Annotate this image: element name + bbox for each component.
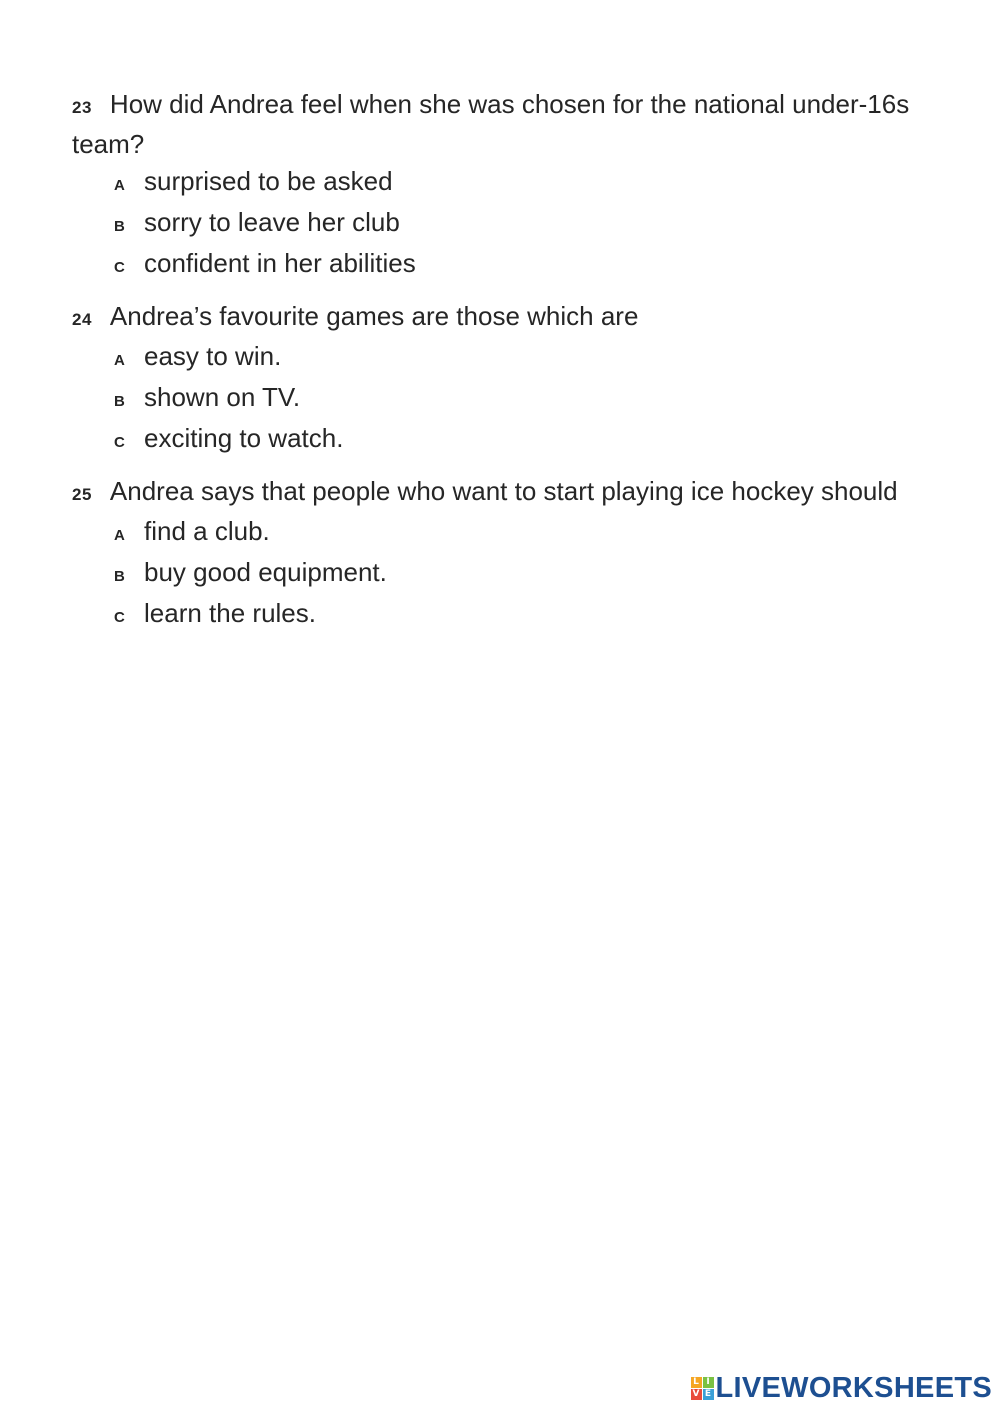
option-text: easy to win. xyxy=(144,341,282,371)
question-25 xyxy=(72,473,942,636)
option-c[interactable] xyxy=(114,595,942,636)
option-text: confident in her abilities xyxy=(144,248,416,278)
question-stem xyxy=(72,473,942,513)
question-stem xyxy=(72,298,942,338)
option-letter: B xyxy=(114,393,125,410)
logo-mark-letter: E xyxy=(703,1389,714,1400)
option-b[interactable] xyxy=(114,379,942,420)
option-c[interactable] xyxy=(114,420,942,461)
question-23 xyxy=(72,86,942,286)
option-c[interactable] xyxy=(114,245,942,286)
question-text: Andrea says that people who want to start playing ice hockey should xyxy=(109,476,898,506)
liveworksheets-logo xyxy=(691,1372,993,1405)
logo-mark-letter: V xyxy=(691,1389,702,1400)
option-text: buy good equipment. xyxy=(144,557,387,587)
option-a[interactable] xyxy=(114,163,942,204)
question-number: 24 xyxy=(72,310,92,329)
option-letter: A xyxy=(114,527,125,544)
option-a[interactable] xyxy=(114,513,942,554)
option-letter: C xyxy=(114,259,125,276)
option-text: surprised to be asked xyxy=(144,166,393,196)
logo-text: LIVEWORKSHEETS xyxy=(715,1372,992,1404)
option-a[interactable] xyxy=(114,338,942,379)
option-letter: B xyxy=(114,568,125,585)
question-24 xyxy=(72,298,942,461)
option-text: sorry to leave her club xyxy=(144,207,400,237)
answer-options xyxy=(72,338,942,461)
option-text: learn the rules. xyxy=(144,598,316,628)
logo-mark-letter: I xyxy=(703,1377,714,1388)
question-text: How did Andrea feel when she was chosen for the national under-16s team? xyxy=(72,89,910,159)
option-b[interactable] xyxy=(114,554,942,595)
option-text: shown on TV. xyxy=(144,382,301,412)
question-text: Andrea’s favourite games are those which are xyxy=(109,301,639,331)
question-number: 25 xyxy=(72,485,92,504)
option-letter: A xyxy=(114,177,125,194)
logo-mark-icon xyxy=(691,1377,714,1400)
logo-mark-letter: L xyxy=(691,1377,702,1388)
option-text: find a club. xyxy=(144,516,270,546)
option-text: exciting to watch. xyxy=(144,423,344,453)
option-letter: B xyxy=(114,218,125,235)
option-b[interactable] xyxy=(114,204,942,245)
answer-options xyxy=(72,163,942,286)
option-letter: C xyxy=(114,609,125,626)
question-stem xyxy=(72,86,942,163)
option-letter: C xyxy=(114,434,125,451)
option-letter: A xyxy=(114,352,125,369)
answer-options xyxy=(72,513,942,636)
question-number: 23 xyxy=(72,98,92,117)
